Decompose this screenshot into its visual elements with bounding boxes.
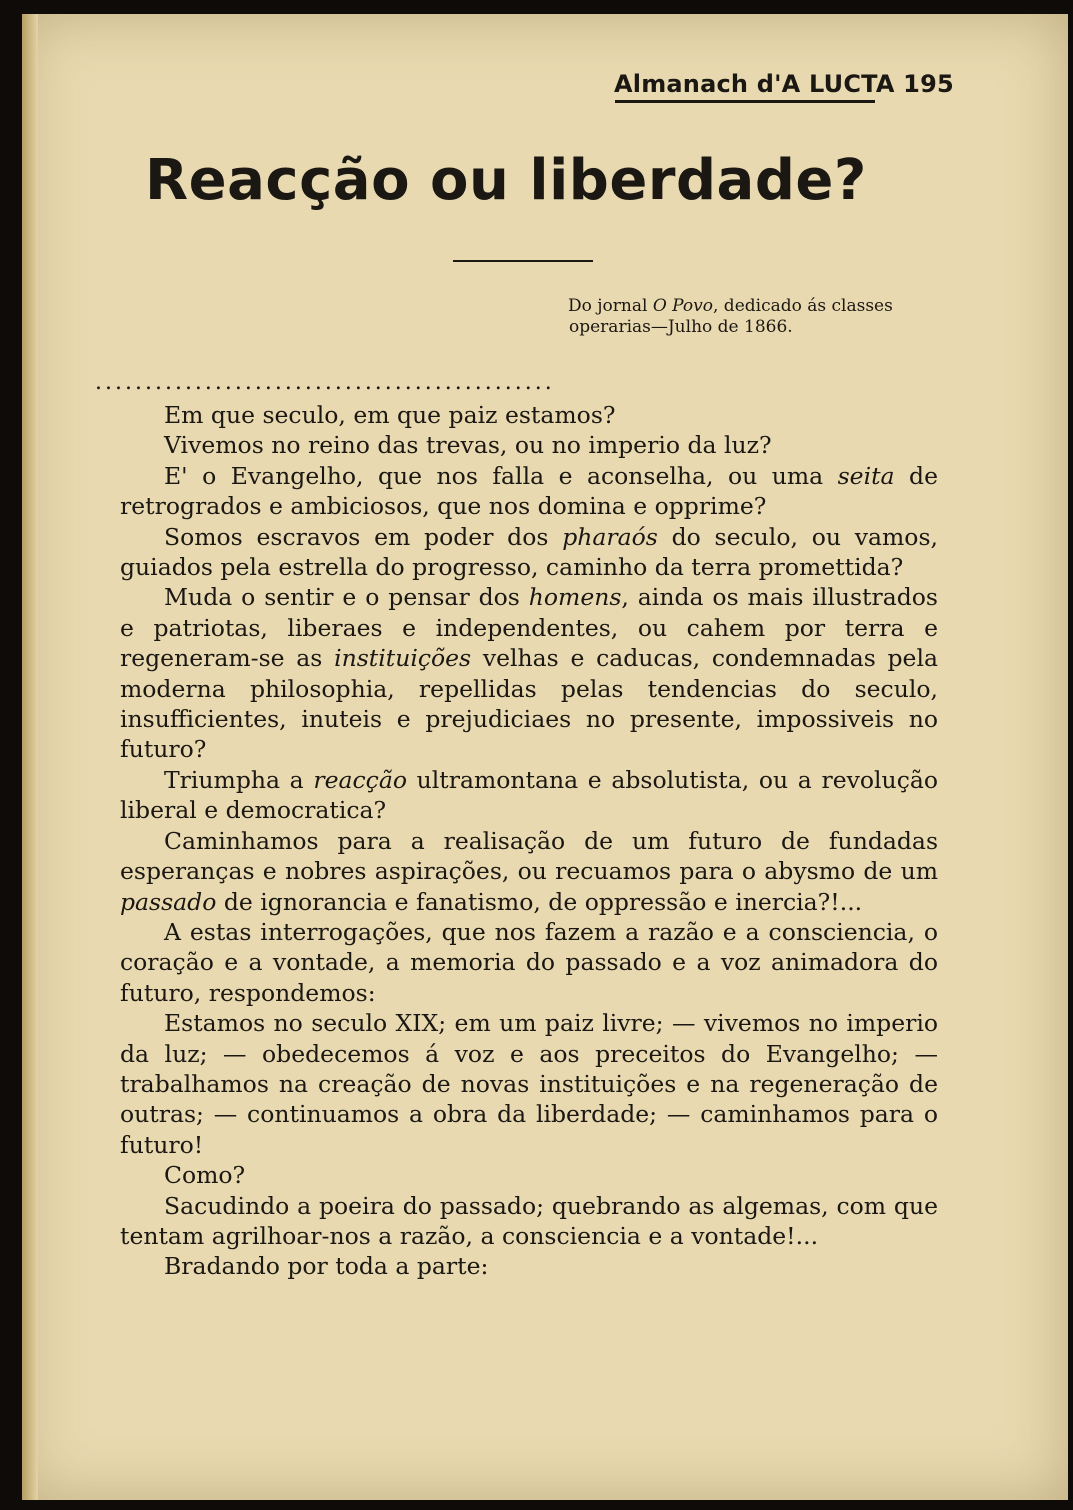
source-journal: O Povo bbox=[652, 296, 713, 316]
emphasis: pharaós bbox=[562, 522, 658, 551]
paragraph: Caminhamos para a realisação de um futuro de fundadas esperanças e nobres aspirações, ou recuamos para o abysmo de um passado de ignorancia e fanatismo, de oppressão e inercia?!... bbox=[120, 826, 938, 916]
paragraph: Bradando por toda a parte: bbox=[164, 1252, 489, 1281]
title-divider bbox=[453, 260, 593, 262]
emphasis: reacção bbox=[313, 765, 407, 794]
paragraph: Como? bbox=[164, 1161, 246, 1190]
dotted-separator: .............................................. bbox=[95, 370, 555, 395]
book-spine-shadow bbox=[22, 14, 38, 1500]
paragraph: Somos escravos em poder dos pharaós do seculo, ou vamos, guiados pela estrella do progresso, caminho da terra promettida? bbox=[120, 522, 938, 582]
emphasis: seita bbox=[837, 461, 895, 490]
paragraph: Sacudindo a poeira do passado; quebrando as algemas, com que tentam agrilhoar-nos a razão, a consciencia e a vontade!... bbox=[120, 1191, 938, 1250]
emphasis: homens bbox=[528, 583, 622, 612]
source-suffix: , dedicado ás classes bbox=[713, 296, 893, 316]
paragraph: E' o Evangelho, que nos falla e aconselha, ou uma seita de retrogrados e ambiciosos, que nos domina e opprime? bbox=[120, 461, 938, 521]
header-underline bbox=[615, 100, 875, 103]
paragraph: Em que seculo, em que paiz estamos? bbox=[164, 401, 616, 429]
paragraph: Muda o sentir e o pensar dos homens, ainda os mais illustrados e patriotas, liberaes e independentes, ou cahem por terra e regeneram-se as instituições velhas e caducas, condemnadas pela moderna philosophia, repellidas pelas tendencias do seculo, insufficientes, inuteis e prejudiciaes no presente, impossiveis no futuro? bbox=[120, 583, 938, 764]
emphasis: passado bbox=[120, 887, 217, 916]
article-body bbox=[120, 400, 938, 1282]
paragraph: Estamos no seculo XIX; em um paiz livre; — vivemos no imperio da luz; — obedecemos á voz e aos preceitos do Evangelho; — trabalhamos na creação de novas instituições e na regeneração de outras; — continuamos a obra da liberdade; — caminhamos para o futuro! bbox=[120, 1009, 938, 1159]
paragraph: Vivemos no reino das trevas, ou no imperio da luz? bbox=[164, 431, 772, 460]
paragraph: A estas interrogações, que nos fazem a razão e a consciencia, o coração e a vontade, a memoria do passado e a voz animadora do futuro, respondemos: bbox=[120, 917, 938, 1007]
emphasis: instituições bbox=[334, 644, 472, 673]
running-header: Almanach d'A LUCTA 195 bbox=[614, 70, 954, 98]
source-line-2: operarias—Julho de 1866. bbox=[569, 317, 793, 337]
paragraph: Triumpha a reacção ultramontana e absolutista, ou a revolução liberal e democratica? bbox=[120, 765, 939, 825]
source-prefix: Do jornal bbox=[568, 296, 653, 316]
source-line-1 bbox=[568, 296, 893, 317]
article-title: Reacção ou liberdade? bbox=[145, 148, 867, 213]
source-note bbox=[568, 296, 893, 338]
